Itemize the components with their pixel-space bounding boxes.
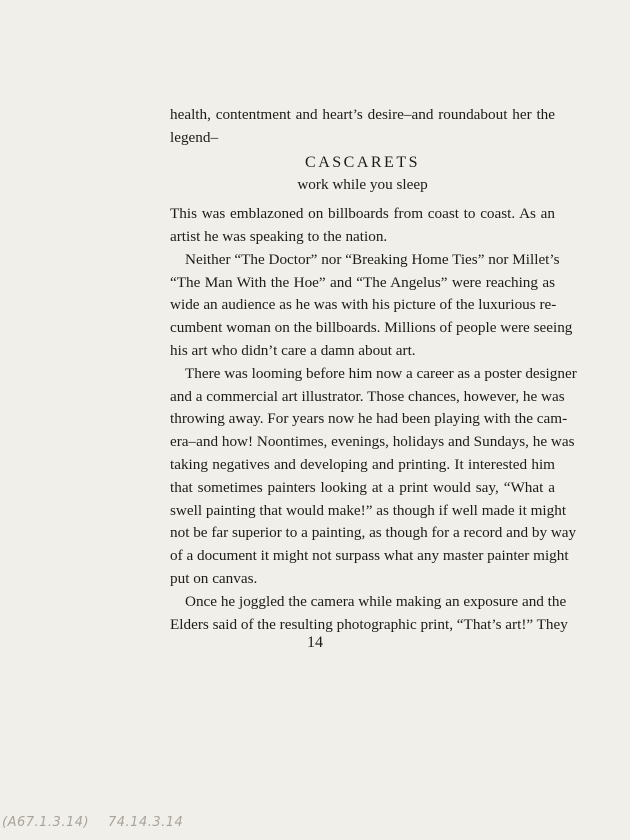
ad-slogan-title: CASCARETS bbox=[305, 153, 420, 171]
body-line: wide an audience as he was with his picture of the luxurious re- bbox=[170, 296, 557, 314]
body-line: Elders said of the resulting photographic print, “That’s art!” They bbox=[170, 615, 568, 633]
body-line: “The Man With the Hoe” and “The Angelus” were reaching as bbox=[170, 273, 555, 291]
body-line: put on canvas. bbox=[170, 569, 258, 587]
body-line: cumbent woman on the billboards. Millions of people were seeing bbox=[170, 319, 573, 337]
body-line: of a document it might not surpass what any master painter might bbox=[170, 547, 569, 565]
body-line: This was emblazoned on billboards from coast to coast. As an bbox=[170, 205, 555, 223]
body-line: swell painting that would make!” as though if well made it might bbox=[170, 501, 567, 519]
body-line: taking negatives and developing and printing. It interested him bbox=[170, 455, 555, 473]
ad-slogan-subtitle: work while you sleep bbox=[297, 176, 428, 194]
body-line: There was looming before him now a career as a poster designer bbox=[185, 364, 577, 382]
pencil-accession-note: (A67.1.3.14) bbox=[2, 815, 90, 830]
body-line: Neither “The Doctor” nor “Breaking Home Ties” nor Millet’s bbox=[185, 250, 560, 268]
body-line: health, contentment and heart’s desire–and roundabout her the bbox=[170, 106, 555, 123]
body-line: and a commercial art illustrator. Those chances, however, he was bbox=[170, 387, 565, 405]
body-line: era–and how! Noontimes, evenings, holidays and Sundays, he was bbox=[170, 433, 575, 451]
body-line: legend– bbox=[170, 128, 219, 146]
page-number: 14 bbox=[307, 634, 323, 651]
body-line: artist he was speaking to the nation. bbox=[170, 227, 388, 245]
body-line: not be far superior to a painting, as though for a record and by way bbox=[170, 524, 577, 542]
body-text bbox=[170, 104, 577, 636]
body-line: that sometimes painters looking at a print would say, “What a bbox=[170, 478, 555, 496]
body-line: throwing away. For years now he had been playing with the cam- bbox=[170, 410, 568, 428]
body-line: his art who didn’t care a damn about art. bbox=[170, 341, 416, 359]
pencil-accession-note: 74.14.3.14 bbox=[108, 815, 184, 830]
body-line: Once he joggled the camera while making an exposure and the bbox=[185, 592, 567, 610]
paragraphs bbox=[170, 203, 577, 636]
